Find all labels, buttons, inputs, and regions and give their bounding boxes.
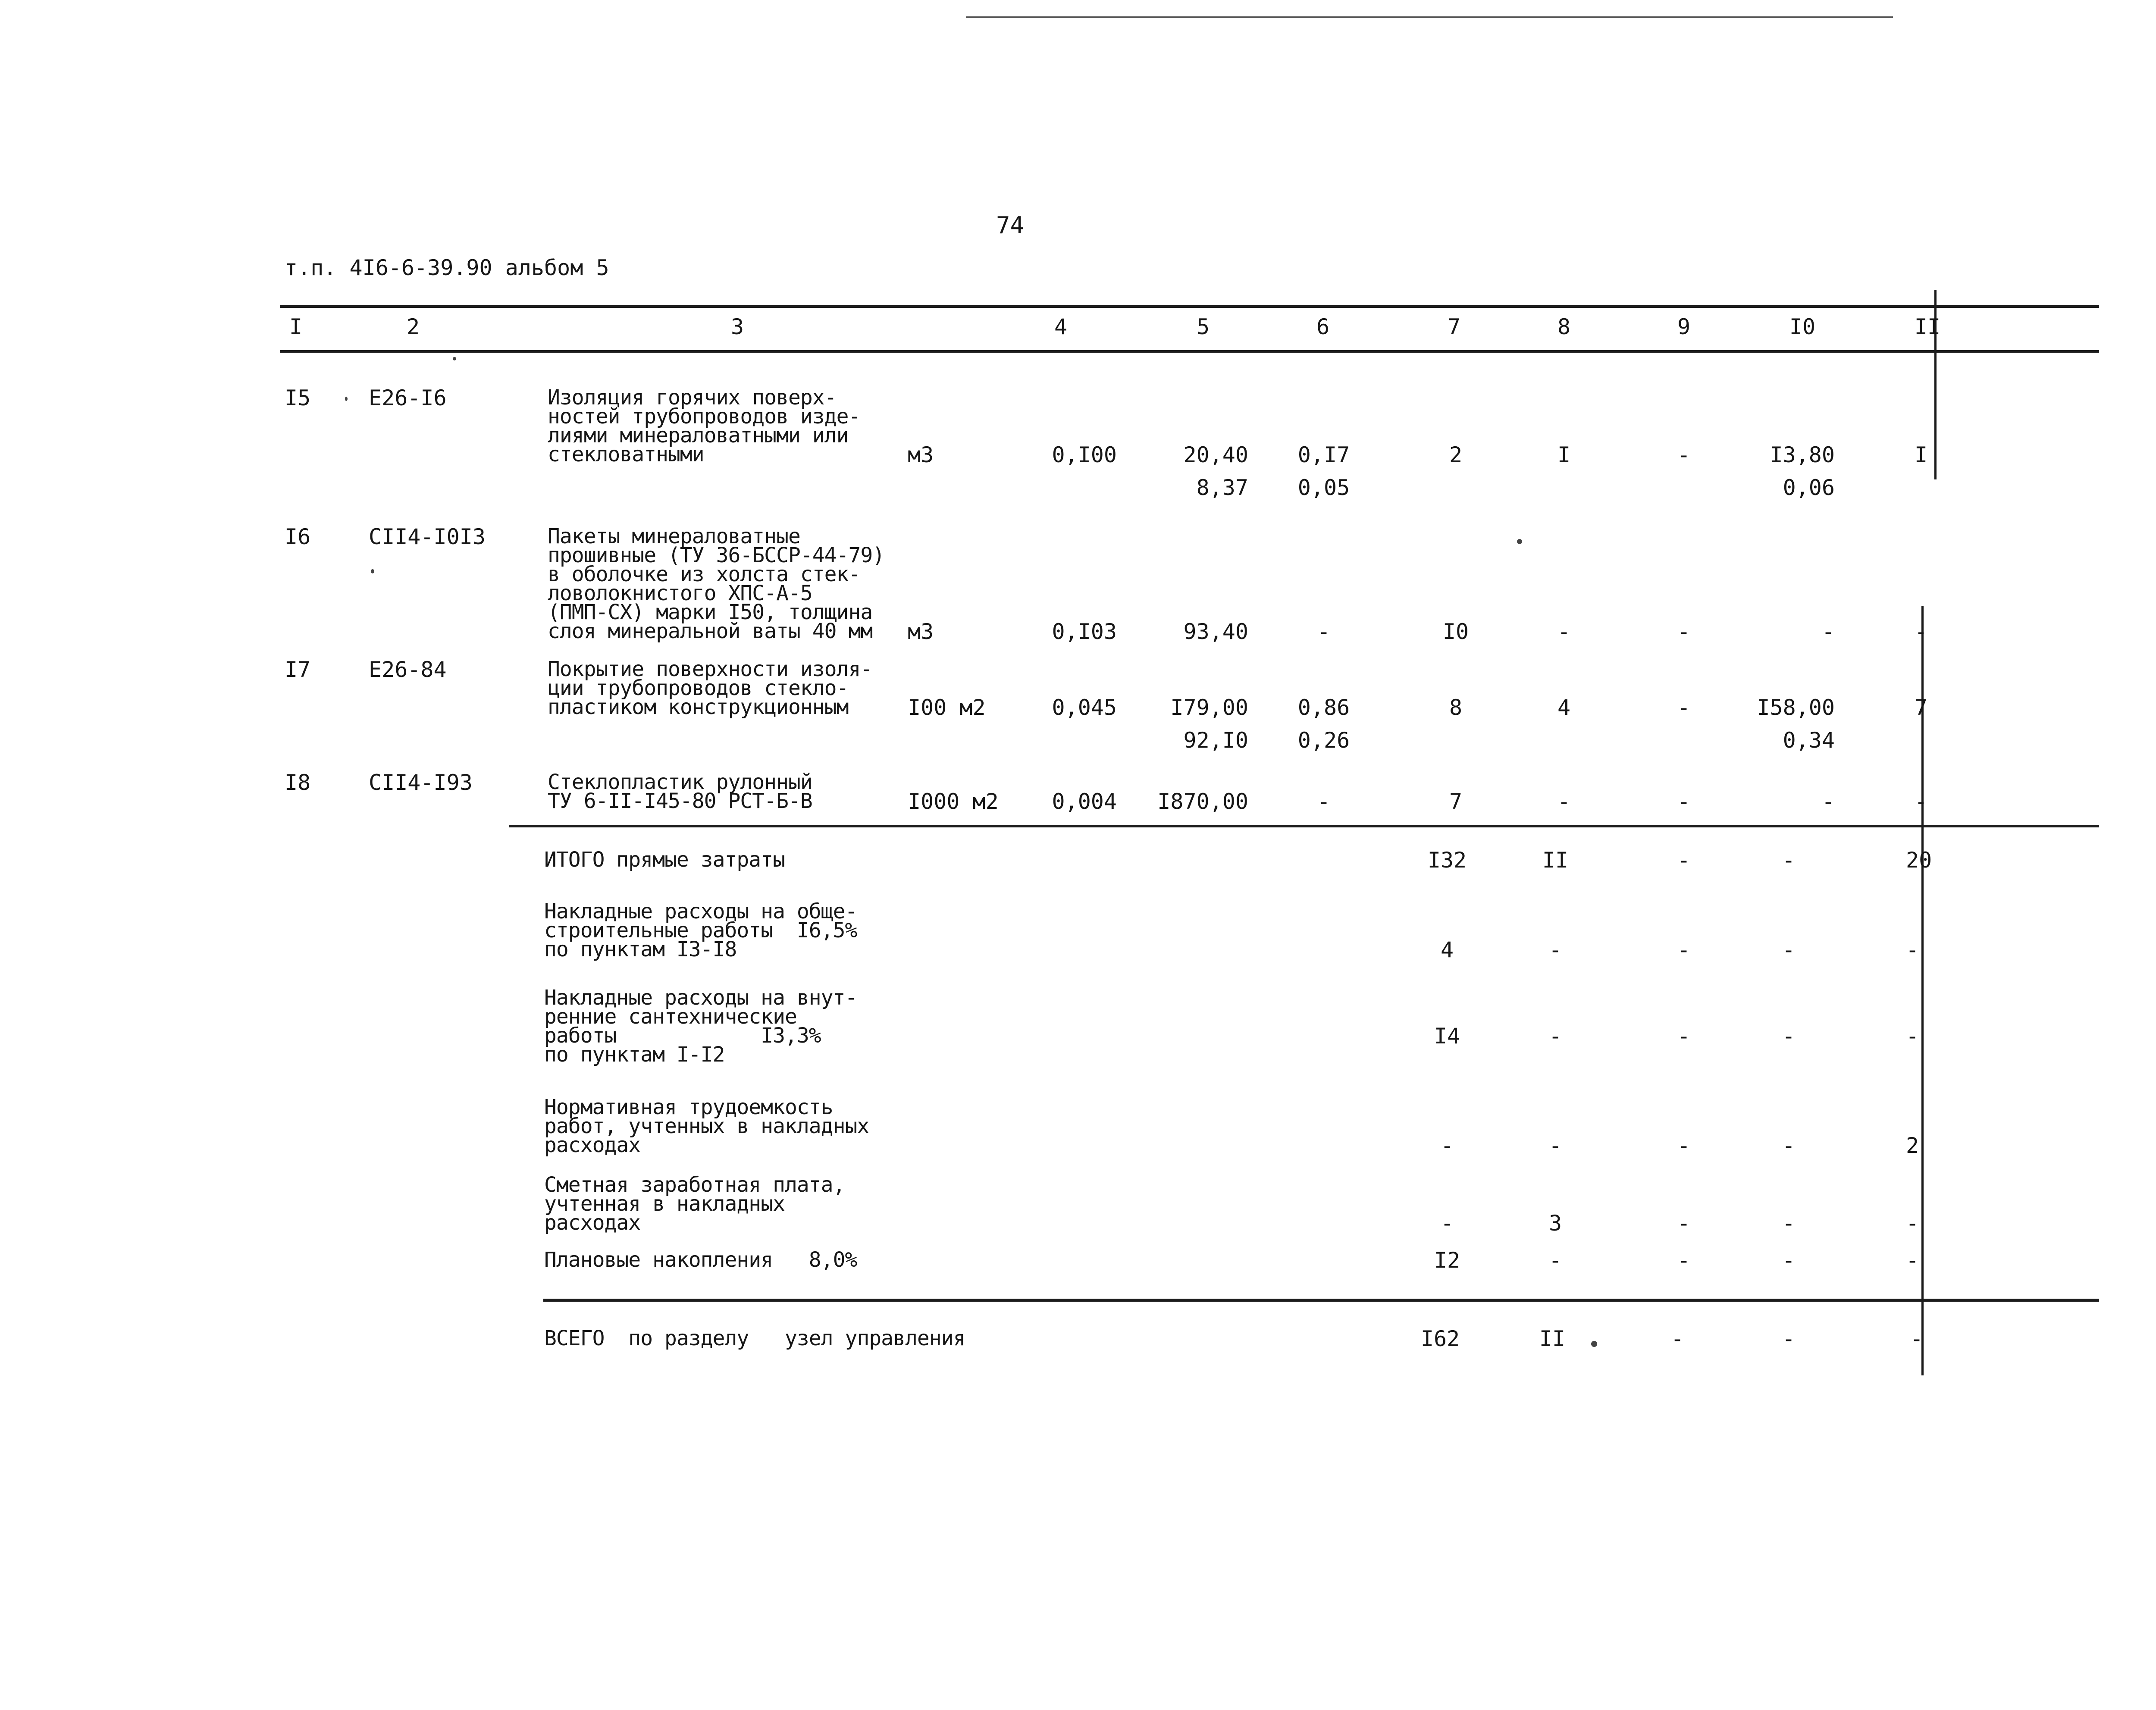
row-col8: - — [1557, 789, 1571, 814]
row-col5-sub: 92,I0 — [1183, 728, 1248, 753]
summary-col11: - — [1906, 1024, 1919, 1049]
column-header-4: 4 — [1054, 314, 1068, 339]
document-reference: т.п. 4I6-6-39.90 альбом 5 — [285, 255, 609, 280]
row-col10: I58,00 — [1757, 695, 1835, 720]
summary-col7: 4 — [1440, 937, 1454, 962]
row-col9: - — [1677, 695, 1691, 720]
row-col8: I — [1557, 442, 1571, 467]
summary-col8: - — [1548, 1248, 1562, 1273]
summary-col10: - — [1782, 937, 1796, 962]
column-header-3: 3 — [730, 314, 744, 339]
scan-speck — [1517, 539, 1522, 544]
summary-col11: - — [1906, 937, 1919, 962]
row-description: Пакеты минераловатные прошивные (ТУ 36-БССР-44-79) в оболочке из холста стек- ловолокнистого ХПС-А-5 (ПМП-СХ) марки I50, толщина слоя минеральной ваты 40 мм — [548, 524, 885, 643]
row-number: I7 — [285, 657, 311, 682]
scan-speck — [345, 397, 348, 401]
row-col5: 20,40 — [1183, 442, 1248, 467]
row-col11: I — [1915, 442, 1928, 467]
row-col10-sub: 0,34 — [1783, 728, 1835, 753]
summary-col10: - — [1782, 848, 1796, 873]
column-header-5: 5 — [1196, 314, 1210, 339]
row-description: Покрытие поверхности изоля- ции трубопроводов стекло- пластиком конструкционным — [548, 657, 873, 719]
row-number: I5 — [285, 385, 311, 410]
top-scan-rule — [966, 16, 1893, 18]
row-col6-sub: 0,26 — [1297, 728, 1350, 753]
summary-col11: 20 — [1906, 848, 1932, 873]
row-description: Изоляция горячих поверх- ностей трубопроводов изде- лиями минераловатными или стекловатными — [548, 385, 861, 467]
total-col8: II — [1539, 1326, 1566, 1351]
header-bottom-rule — [280, 350, 2099, 353]
scan-speck — [371, 569, 374, 573]
column-header-9: 9 — [1677, 314, 1691, 339]
row-description: Стеклопластик рулонный ТУ 6-II-I45-80 РСТ-Б-В — [548, 770, 812, 813]
summary-col10: - — [1782, 1248, 1796, 1273]
column-header-7: 7 — [1447, 314, 1461, 339]
row-col6: 0,I7 — [1297, 442, 1350, 467]
row-col11: 7 — [1915, 695, 1928, 720]
total-col11: - — [1910, 1326, 1924, 1351]
summary-col8: - — [1548, 1133, 1562, 1158]
row-col9: - — [1677, 442, 1691, 467]
summary-col7: I32 — [1427, 848, 1467, 873]
row-col7: 7 — [1449, 789, 1463, 814]
column-header-11: II — [1914, 314, 1941, 339]
row-col10-sub: 0,06 — [1783, 475, 1835, 500]
summary-label: Сметная заработная плата, учтенная в накладных расходах — [544, 1173, 845, 1235]
row-col6: - — [1317, 789, 1331, 814]
row-col10: - — [1821, 789, 1835, 814]
table-top-rule — [280, 305, 2099, 308]
total-label: ВСЕГО по разделу узел управления — [544, 1326, 965, 1350]
summary-col8: - — [1548, 1024, 1562, 1049]
summary-col8: 3 — [1548, 1211, 1562, 1236]
row-unit: м3 — [908, 442, 934, 467]
row-col11: - — [1915, 619, 1928, 644]
scan-speck — [1591, 1341, 1597, 1347]
scan-speck — [453, 357, 456, 360]
summary-label: Нормативная трудоемкость работ, учтенных в накладных расходах — [544, 1095, 869, 1157]
summary-label: Накладные расходы на обще- строительные работы I6,5% по пунктам I3-I8 — [544, 899, 857, 961]
right-column-border-lower — [1921, 606, 1924, 1375]
total-col9: - — [1670, 1326, 1684, 1351]
row-quantity: 0,045 — [1052, 695, 1117, 720]
summary-col11: - — [1906, 1248, 1919, 1273]
summary-col10: - — [1782, 1133, 1796, 1158]
summary-col10: - — [1782, 1024, 1796, 1049]
summary-col9: - — [1677, 1211, 1691, 1236]
row-col5-sub: 8,37 — [1196, 475, 1248, 500]
row-col6-sub: 0,05 — [1297, 475, 1350, 500]
summary-col9: - — [1677, 1133, 1691, 1158]
row-col5: I79,00 — [1170, 695, 1248, 720]
row-col9: - — [1677, 619, 1691, 644]
row-col10: I3,80 — [1770, 442, 1835, 467]
column-header-1: I — [289, 314, 303, 339]
summary-col7: - — [1440, 1211, 1454, 1236]
summary-col8: - — [1548, 937, 1562, 962]
row-col10: - — [1821, 619, 1835, 644]
total-col7: I62 — [1420, 1326, 1460, 1351]
summary-col10: - — [1782, 1211, 1796, 1236]
row-col6: 0,86 — [1297, 695, 1350, 720]
column-header-2: 2 — [406, 314, 420, 339]
row-code: E26-I6 — [369, 385, 447, 410]
row-col7: 2 — [1449, 442, 1463, 467]
summary-col9: - — [1677, 937, 1691, 962]
row-unit: м3 — [908, 619, 934, 644]
row-code: CII4-I0I3 — [369, 524, 486, 549]
row-col7: 8 — [1449, 695, 1463, 720]
row-col8: 4 — [1557, 695, 1571, 720]
summary-label: ИТОГО прямые затраты — [544, 848, 785, 872]
total-col10: - — [1782, 1326, 1796, 1351]
row-col8: - — [1557, 619, 1571, 644]
row-code: CII4-I93 — [369, 770, 473, 795]
summary-col11: 2 — [1906, 1133, 1919, 1158]
row-unit: I000 м2 — [908, 789, 999, 814]
row-col5: I870,00 — [1157, 789, 1248, 814]
summary-col8: II — [1542, 848, 1569, 873]
summary-bottom-rule — [543, 1299, 2099, 1302]
summary-col9: - — [1677, 1024, 1691, 1049]
row-number: I8 — [285, 770, 311, 795]
row-col6: - — [1317, 619, 1331, 644]
row-col7: I0 — [1442, 619, 1469, 644]
summary-col9: - — [1677, 848, 1691, 873]
summary-col11: - — [1906, 1211, 1919, 1236]
column-header-10: I0 — [1789, 314, 1816, 339]
row-quantity: 0,I00 — [1052, 442, 1117, 467]
summary-col7: I4 — [1434, 1024, 1460, 1049]
row-quantity: 0,I03 — [1052, 619, 1117, 644]
row-quantity: 0,004 — [1052, 789, 1117, 814]
row-code: E26-84 — [369, 657, 447, 682]
column-header-6: 6 — [1316, 314, 1330, 339]
summary-col9: - — [1677, 1248, 1691, 1273]
row-col11: - — [1915, 789, 1928, 814]
row-unit: I00 м2 — [908, 695, 986, 720]
summary-label: Плановые накопления 8,0% — [544, 1248, 857, 1272]
row-col5: 93,40 — [1183, 619, 1248, 644]
items-bottom-rule — [509, 825, 2099, 827]
page-number: 74 — [996, 212, 1025, 239]
summary-label: Накладные расходы на внут- ренние сантехнические работы I3,3% по пунктам I-I2 — [544, 986, 857, 1067]
row-col9: - — [1677, 789, 1691, 814]
column-header-8: 8 — [1557, 314, 1571, 339]
summary-col7: - — [1440, 1133, 1454, 1158]
row-number: I6 — [285, 524, 311, 549]
summary-col7: I2 — [1434, 1248, 1460, 1273]
